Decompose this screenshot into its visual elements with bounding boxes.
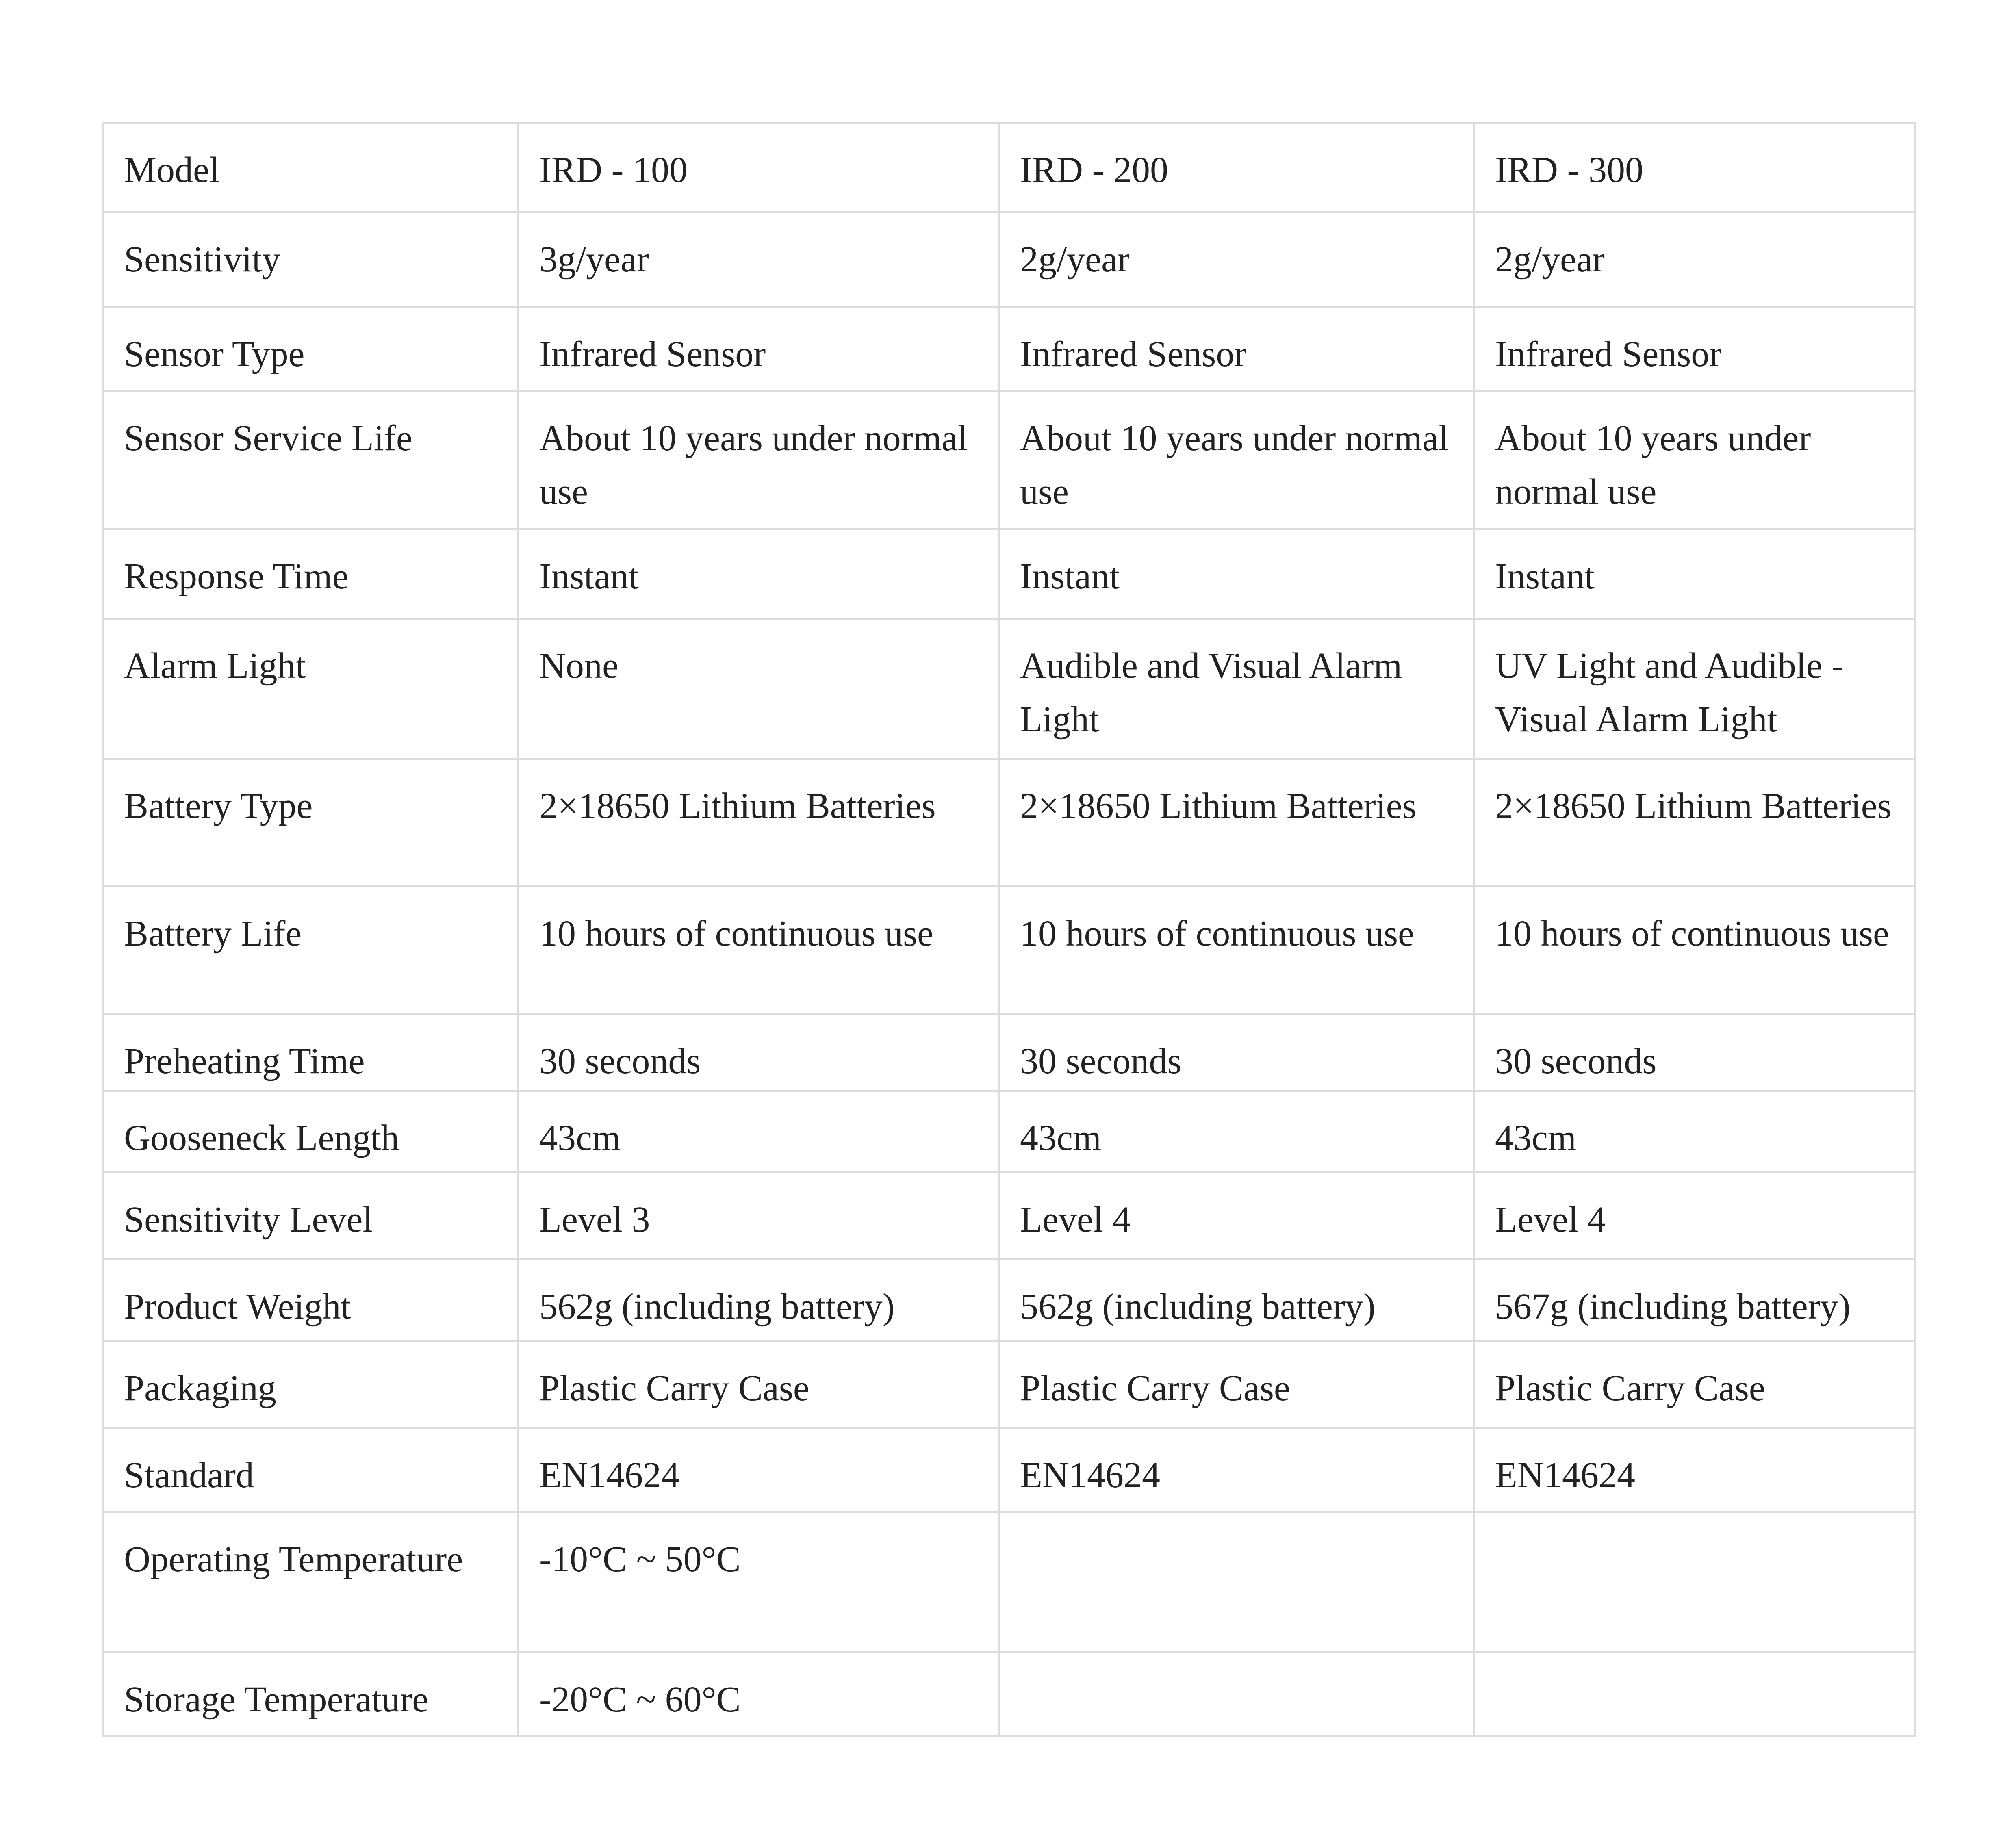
table-row <box>103 1091 1915 1173</box>
table-cell: 30 seconds <box>518 1014 999 1091</box>
table-cell: 43cm <box>518 1091 999 1173</box>
table-row <box>103 307 1915 391</box>
table-cell: Level 4 <box>999 1173 1474 1260</box>
table-cell: 10 hours of continuous use <box>999 887 1474 1014</box>
table-cell: Plastic Carry Case <box>518 1341 999 1428</box>
table-row <box>103 1173 1915 1260</box>
table-cell: Battery Type <box>103 759 518 887</box>
table-row <box>103 1260 1915 1341</box>
table-cell: 2×18650 Lithium Batteries <box>1474 759 1915 887</box>
table-cell: Infrared Sensor <box>518 307 999 391</box>
table-cell: Product Weight <box>103 1260 518 1341</box>
table-cell: Instant <box>1474 529 1915 619</box>
table-row <box>103 619 1915 759</box>
table-cell: Level 4 <box>1474 1173 1915 1260</box>
table-cell: Battery Life <box>103 887 518 1014</box>
table-cell: 2×18650 Lithium Batteries <box>518 759 999 887</box>
table-cell: Plastic Carry Case <box>1474 1341 1915 1428</box>
table-cell: EN14624 <box>518 1428 999 1512</box>
table-cell: Packaging <box>103 1341 518 1428</box>
table-cell: Sensitivity <box>103 213 518 307</box>
table-cell: 562g (including battery) <box>518 1260 999 1341</box>
table-cell: 43cm <box>999 1091 1474 1173</box>
table-cell: Sensitivity Level <box>103 1173 518 1260</box>
table-cell: Sensor Type <box>103 307 518 391</box>
table-cell: Response Time <box>103 529 518 619</box>
table-cell: 30 seconds <box>999 1014 1474 1091</box>
table-row <box>103 1428 1915 1512</box>
table-cell: None <box>518 619 999 759</box>
table-cell <box>999 1653 1474 1737</box>
table-cell: Audible and Visual Alarm Light <box>999 619 1474 759</box>
table-cell: 2g/year <box>999 213 1474 307</box>
table-cell: 10 hours of continuous use <box>518 887 999 1014</box>
table-cell: 2×18650 Lithium Batteries <box>999 759 1474 887</box>
table-cell: Infrared Sensor <box>1474 307 1915 391</box>
table-cell: 567g (including battery) <box>1474 1260 1915 1341</box>
table-cell: 30 seconds <box>1474 1014 1915 1091</box>
table-cell: IRD - 300 <box>1474 123 1915 213</box>
table-cell: Model <box>103 123 518 213</box>
table-cell: Sensor Service Life <box>103 391 518 529</box>
table-cell: 2g/year <box>1474 213 1915 307</box>
table-cell: Instant <box>999 529 1474 619</box>
table-cell: Alarm Light <box>103 619 518 759</box>
table-row <box>103 1653 1915 1737</box>
table-row <box>103 529 1915 619</box>
table-cell: Standard <box>103 1428 518 1512</box>
table-cell: 10 hours of continuous use <box>1474 887 1915 1014</box>
table-cell: Storage Temperature <box>103 1653 518 1737</box>
table-row <box>103 1512 1915 1653</box>
table-cell <box>1474 1653 1915 1737</box>
table-cell: 43cm <box>1474 1091 1915 1173</box>
spec-table <box>102 122 1916 1737</box>
table-cell: EN14624 <box>1474 1428 1915 1512</box>
table-cell: About 10 years under normal use <box>999 391 1474 529</box>
table-cell: EN14624 <box>999 1428 1474 1512</box>
table-cell: Plastic Carry Case <box>999 1341 1474 1428</box>
table-row <box>103 1341 1915 1428</box>
table-cell: Preheating Time <box>103 1014 518 1091</box>
table-cell: Level 3 <box>518 1173 999 1260</box>
table-cell <box>999 1512 1474 1653</box>
table-row <box>103 213 1915 307</box>
table-row <box>103 123 1915 213</box>
table-cell: IRD - 100 <box>518 123 999 213</box>
table-row <box>103 1014 1915 1091</box>
table-cell: 562g (including battery) <box>999 1260 1474 1341</box>
table-cell: -10°C ~ 50°C <box>518 1512 999 1653</box>
table-row <box>103 391 1915 529</box>
table-cell: IRD - 200 <box>999 123 1474 213</box>
table-row <box>103 759 1915 887</box>
table-cell: 3g/year <box>518 213 999 307</box>
table-cell: About 10 years under normal use <box>518 391 999 529</box>
table-cell: Infrared Sensor <box>999 307 1474 391</box>
table-cell: Operating Temperature <box>103 1512 518 1653</box>
table-cell <box>1474 1512 1915 1653</box>
table-row <box>103 887 1915 1014</box>
table-cell: UV Light and Audible - Visual Alarm Light <box>1474 619 1915 759</box>
table-cell: Gooseneck Length <box>103 1091 518 1173</box>
table-cell: About 10 years under normal use <box>1474 391 1915 529</box>
table-cell: Instant <box>518 529 999 619</box>
table-cell: -20°C ~ 60°C <box>518 1653 999 1737</box>
